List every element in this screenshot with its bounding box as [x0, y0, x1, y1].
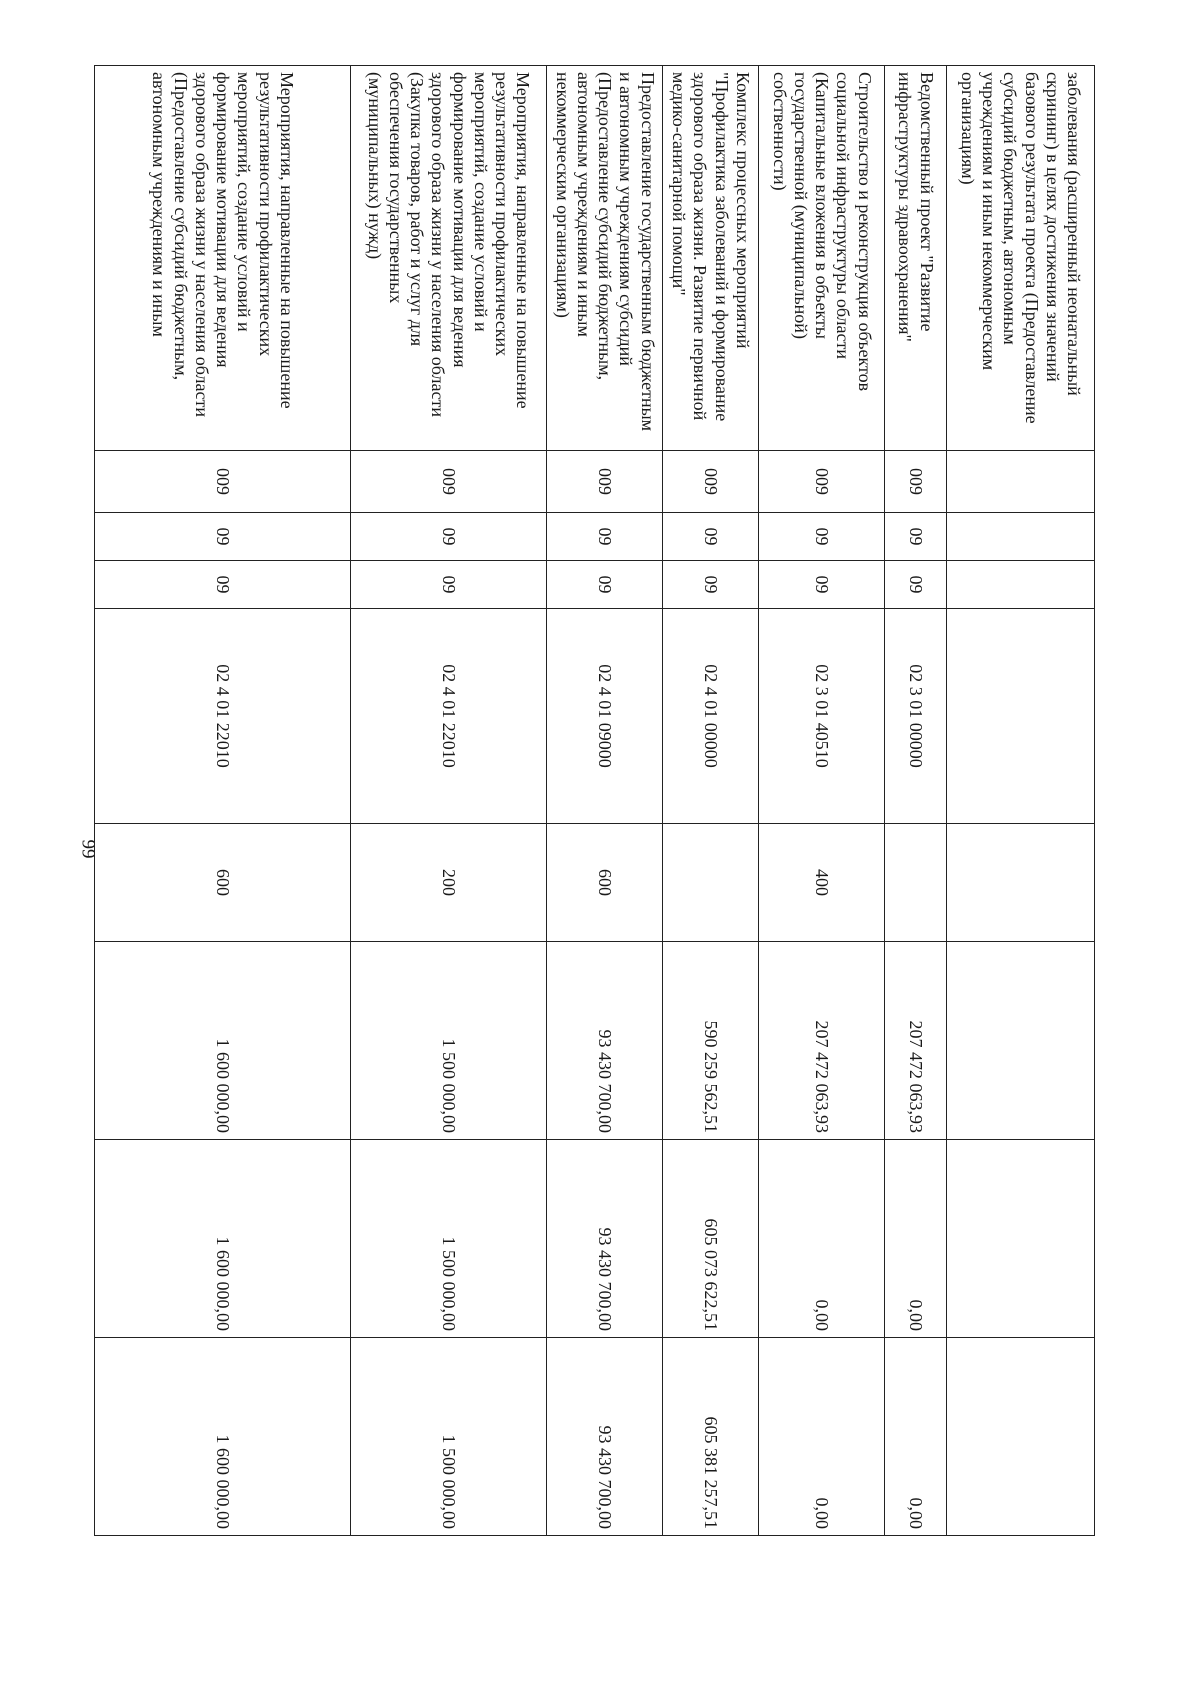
row-name-cell: Мероприятия, направленные на повышение результативности профилактических мероприятий, создание условий и формирование мотивации для ведения здорового образа жизни у населения области (Предоставление субсидий бюджетным, автономным учреждениям и иным [95, 66, 351, 451]
budget-table-container [95, 65, 1095, 1535]
expense-type-cell: 200 [351, 824, 547, 942]
subsection-code-cell: 09 [885, 561, 947, 609]
row-name-cell: заболевания (расширенный неонатальный скрининг) в целях достижения значений базового результата проекта (Предоставление субсидий бюджетным, автономным учреждениям и иным некоммерческим организациям) [947, 66, 1095, 451]
table-row [947, 66, 1095, 1536]
subsection-code-cell: 09 [547, 561, 663, 609]
row-name-cell: Строительство и реконструкция объектов социальной инфраструктуры области (Капитальные вложения в объекты государственной (муниципальной) собственности) [759, 66, 885, 451]
table-row [95, 66, 351, 1536]
section-code-cell: 09 [885, 513, 947, 561]
subsection-code-cell: 09 [95, 561, 351, 609]
sum-year-2-cell: 1 500 000,00 [351, 1140, 547, 1338]
sum-year-1-cell: 207 472 063,93 [759, 942, 885, 1140]
sum-year-2-cell: 1 600 000,00 [95, 1140, 351, 1338]
sum-year-1-cell: 93 430 700,00 [547, 942, 663, 1140]
ministry-code-cell: 009 [759, 451, 885, 513]
ministry-code-cell: 009 [885, 451, 947, 513]
section-code-cell: 09 [95, 513, 351, 561]
subsection-code-cell [947, 561, 1095, 609]
expense-type-cell: 400 [759, 824, 885, 942]
table-row [759, 66, 885, 1536]
target-article-cell: 02 4 01 22010 [351, 609, 547, 824]
target-article-cell: 02 3 01 00000 [885, 609, 947, 824]
expense-type-cell [885, 824, 947, 942]
page-number: 99 [77, 839, 99, 859]
sum-year-1-cell: 590 259 562,51 [663, 942, 759, 1140]
table-row [351, 66, 547, 1536]
sum-year-2-cell: 0,00 [885, 1140, 947, 1338]
table-row [547, 66, 663, 1536]
sum-year-1-cell: 207 472 063,93 [885, 942, 947, 1140]
section-code-cell: 09 [663, 513, 759, 561]
target-article-cell [947, 609, 1095, 824]
subsection-code-cell: 09 [351, 561, 547, 609]
ministry-code-cell: 009 [351, 451, 547, 513]
sum-year-3-cell: 0,00 [759, 1338, 885, 1536]
sum-year-2-cell [947, 1140, 1095, 1338]
row-name-cell: Ведомственный проект "Развитие инфраструктуры здравоохранения" [885, 66, 947, 451]
sum-year-2-cell: 605 073 622,51 [663, 1140, 759, 1338]
target-article-cell: 02 3 01 40510 [759, 609, 885, 824]
sum-year-2-cell: 0,00 [759, 1140, 885, 1338]
ministry-code-cell: 009 [95, 451, 351, 513]
section-code-cell: 09 [759, 513, 885, 561]
section-code-cell: 09 [351, 513, 547, 561]
target-article-cell: 02 4 01 00000 [663, 609, 759, 824]
sum-year-1-cell: 1 500 000,00 [351, 942, 547, 1140]
target-article-cell: 02 4 01 22010 [95, 609, 351, 824]
sum-year-3-cell: 1 600 000,00 [95, 1338, 351, 1536]
expense-type-cell [663, 824, 759, 942]
target-article-cell: 02 4 01 09000 [547, 609, 663, 824]
sum-year-3-cell: 605 381 257,51 [663, 1338, 759, 1536]
row-name-cell: Предоставление государственным бюджетным и автономным учреждениям субсидий (Предоставление субсидий бюджетным, автономным учреждениям и иным некоммерческим организациям) [547, 66, 663, 451]
row-name-cell: Мероприятия, направленные на повышение результативности профилактических мероприятий, создание условий и формирование мотивации для ведения здорового образа жизни у населения области (Закупка товаров, работ и услуг для обеспечения государственных (муниципальных) нужд) [351, 66, 547, 451]
section-code-cell [947, 513, 1095, 561]
table-row [663, 66, 759, 1536]
expense-type-cell [947, 824, 1095, 942]
subsection-code-cell: 09 [759, 561, 885, 609]
ministry-code-cell: 009 [663, 451, 759, 513]
ministry-code-cell: 009 [547, 451, 663, 513]
expense-type-cell: 600 [95, 824, 351, 942]
sum-year-3-cell: 0,00 [885, 1338, 947, 1536]
ministry-code-cell [947, 451, 1095, 513]
subsection-code-cell: 09 [663, 561, 759, 609]
section-code-cell: 09 [547, 513, 663, 561]
sum-year-3-cell [947, 1338, 1095, 1536]
sum-year-2-cell: 93 430 700,00 [547, 1140, 663, 1338]
budget-table [94, 65, 1095, 1536]
sum-year-3-cell: 93 430 700,00 [547, 1338, 663, 1536]
sum-year-1-cell: 1 600 000,00 [95, 942, 351, 1140]
table-row [885, 66, 947, 1536]
expense-type-cell: 600 [547, 824, 663, 942]
sum-year-1-cell [947, 942, 1095, 1140]
sum-year-3-cell: 1 500 000,00 [351, 1338, 547, 1536]
row-name-cell: Комплекс процессных мероприятий "Профилактика заболеваний и формирование здорового образа жизни. Развитие первичной медико-санитарной помощи" [663, 66, 759, 451]
